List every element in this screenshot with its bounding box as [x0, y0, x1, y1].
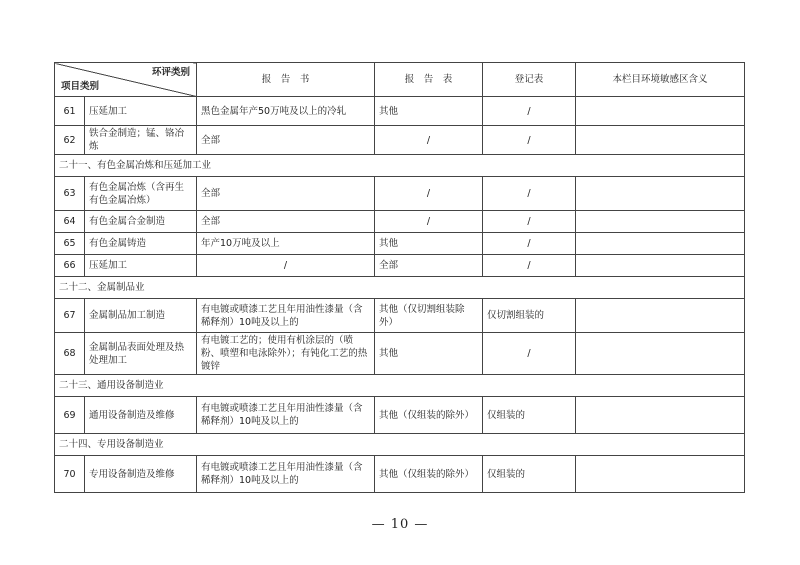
row-number: 64 [55, 211, 85, 233]
report-form-cell: 其他（仅组装的除外） [375, 456, 483, 493]
sensitive-cell [576, 233, 745, 255]
report-form-cell: / [375, 177, 483, 211]
table-row [55, 233, 745, 255]
row-number: 61 [55, 97, 85, 126]
sensitive-cell [576, 299, 745, 333]
sensitive-cell [576, 177, 745, 211]
row-number: 65 [55, 233, 85, 255]
project-name: 通用设备制造及维修 [85, 397, 197, 434]
report-book-cell: 有电镀工艺的；使用有机涂层的（喷粉、喷塑和电泳除外）；有钝化工艺的热镀锌 [197, 333, 375, 375]
section-row [55, 155, 745, 177]
sensitive-cell [576, 333, 745, 375]
report-book-cell: 全部 [197, 126, 375, 155]
report-form-cell: / [375, 126, 483, 155]
report-book-cell: 全部 [197, 211, 375, 233]
project-name: 金属制品加工制造 [85, 299, 197, 333]
diagonal-header-cell [55, 63, 197, 97]
sensitive-cell [576, 126, 745, 155]
row-number: 63 [55, 177, 85, 211]
row-number: 70 [55, 456, 85, 493]
report-form-cell: 其他（仅组装的除外） [375, 397, 483, 434]
table-row [55, 126, 745, 155]
registration-cell: 仅切割组装的 [483, 299, 576, 333]
header-row [55, 63, 745, 97]
category-top-label: 环评类别 [151, 67, 190, 78]
section-row [55, 375, 745, 397]
project-name: 压延加工 [85, 255, 197, 277]
category-bottom-label: 项目类别 [61, 81, 100, 92]
col-sensitive-area: 本栏目环境敏感区含义 [576, 63, 745, 97]
table-row [55, 255, 745, 277]
table-row [55, 211, 745, 233]
report-book-cell: 全部 [197, 177, 375, 211]
registration-cell: / [483, 126, 576, 155]
registration-cell: / [483, 333, 576, 375]
table-row [55, 397, 745, 434]
report-book-cell: 有电镀或喷漆工艺且年用油性漆量（含稀释剂）10吨及以上的 [197, 397, 375, 434]
table-row [55, 456, 745, 493]
section-heading: 二十四、专用设备制造业 [55, 434, 745, 456]
project-name: 有色金属合金制造 [85, 211, 197, 233]
sensitive-cell [576, 456, 745, 493]
sensitive-cell [576, 397, 745, 434]
project-name: 有色金属铸造 [85, 233, 197, 255]
report-form-cell: 其他 [375, 97, 483, 126]
registration-cell: / [483, 233, 576, 255]
report-form-cell: / [375, 211, 483, 233]
report-form-cell: 其他 [375, 333, 483, 375]
row-number: 66 [55, 255, 85, 277]
report-book-cell: / [197, 255, 375, 277]
report-form-cell: 其他 [375, 233, 483, 255]
section-heading: 二十三、通用设备制造业 [55, 375, 745, 397]
section-heading: 二十二、金属制品业 [55, 277, 745, 299]
col-report-book: 报 告 书 [197, 63, 375, 97]
table-row [55, 299, 745, 333]
col-registration: 登记表 [483, 63, 576, 97]
report-form-cell: 其他（仅切割组装除外） [375, 299, 483, 333]
row-number: 69 [55, 397, 85, 434]
registration-cell: / [483, 97, 576, 126]
table-row [55, 333, 745, 375]
report-book-cell: 有电镀或喷漆工艺且年用油性漆量（含稀释剂）10吨及以上的 [197, 456, 375, 493]
report-book-cell: 有电镀或喷漆工艺且年用油性漆量（含稀释剂）10吨及以上的 [197, 299, 375, 333]
table-row [55, 177, 745, 211]
project-name: 专用设备制造及维修 [85, 456, 197, 493]
registration-cell: 仅组装的 [483, 456, 576, 493]
sensitive-cell [576, 255, 745, 277]
sensitive-cell [576, 97, 745, 126]
page-number: — 10 — [371, 517, 429, 532]
sensitive-cell [576, 211, 745, 233]
section-row [55, 434, 745, 456]
registration-cell: 仅组装的 [483, 397, 576, 434]
row-number: 62 [55, 126, 85, 155]
project-name: 压延加工 [85, 97, 197, 126]
project-name: 有色金属冶炼（含再生有色金属冶炼） [85, 177, 197, 211]
project-name: 铁合金制造；锰、铬冶炼 [85, 126, 197, 155]
row-number: 67 [55, 299, 85, 333]
table-row [55, 97, 745, 126]
report-book-cell: 黑色金属年产50万吨及以上的冷轧 [197, 97, 375, 126]
classification-table [54, 62, 745, 493]
section-heading: 二十一、有色金属冶炼和压延加工业 [55, 155, 745, 177]
registration-cell: / [483, 255, 576, 277]
project-name: 金属制品表面处理及热处理加工 [85, 333, 197, 375]
col-report-form: 报 告 表 [375, 63, 483, 97]
registration-cell: / [483, 177, 576, 211]
row-number: 68 [55, 333, 85, 375]
section-row [55, 277, 745, 299]
report-book-cell: 年产10万吨及以上 [197, 233, 375, 255]
report-form-cell: 全部 [375, 255, 483, 277]
registration-cell: / [483, 211, 576, 233]
